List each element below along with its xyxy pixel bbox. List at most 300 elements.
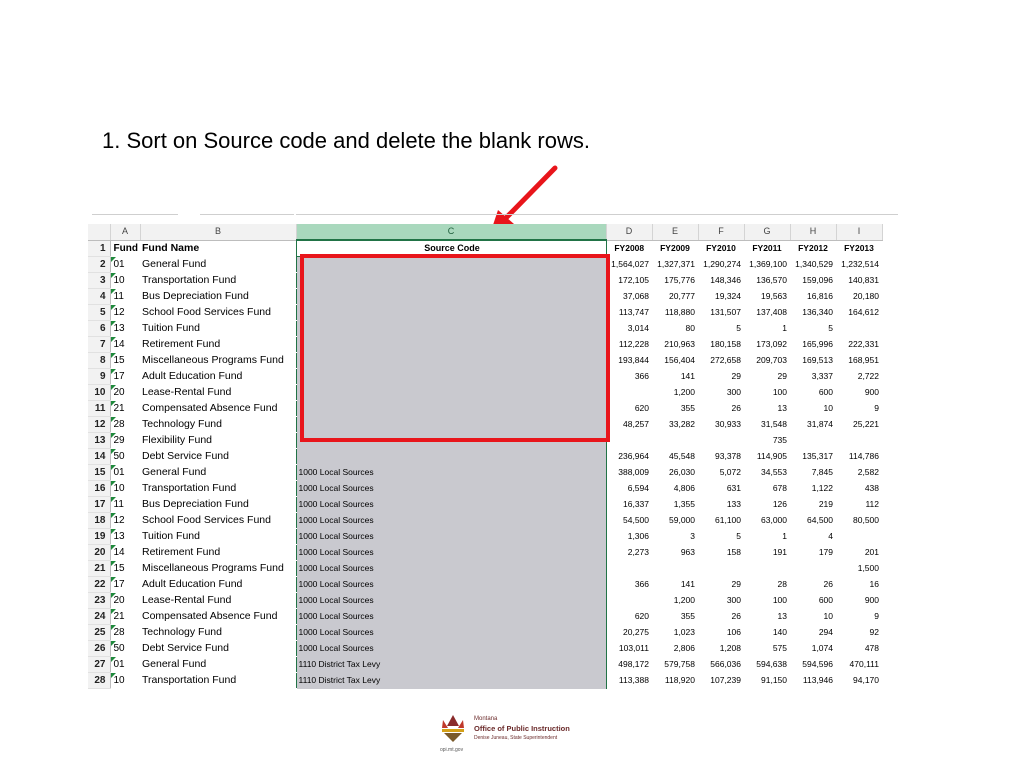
cell-value[interactable]: 118,920 — [652, 673, 698, 689]
cell-fund[interactable]: 13 — [110, 529, 140, 545]
cell-value[interactable]: 5,072 — [698, 465, 744, 481]
cell-value[interactable]: 33,282 — [652, 417, 698, 433]
cell-source-code[interactable]: 1000 Local Sources — [296, 609, 606, 625]
cell-value[interactable]: 29 — [698, 577, 744, 593]
cell-value[interactable]: 9 — [836, 609, 882, 625]
cell-value[interactable] — [836, 529, 882, 545]
select-all-corner[interactable] — [88, 224, 110, 240]
cell-fund-name[interactable]: School Food Services Fund — [140, 305, 296, 321]
row-number[interactable]: 21 — [88, 561, 110, 577]
cell-fund-name[interactable]: Bus Depreciation Fund — [140, 289, 296, 305]
cell-value[interactable]: 172,105 — [606, 273, 652, 289]
cell-value[interactable]: 19,324 — [698, 289, 744, 305]
cell-value[interactable]: 579,758 — [652, 657, 698, 673]
cell-value[interactable]: 1,340,529 — [790, 257, 836, 273]
cell-value[interactable] — [698, 433, 744, 449]
header-fund-name[interactable]: Fund Name — [142, 242, 200, 254]
cell-value[interactable]: 600 — [790, 593, 836, 609]
cell-value[interactable]: 118,880 — [652, 305, 698, 321]
cell-value[interactable] — [606, 593, 652, 609]
cell-value[interactable]: 438 — [836, 481, 882, 497]
cell-source-code[interactable] — [296, 353, 606, 369]
cell-fund-name[interactable]: Bus Depreciation Fund — [140, 497, 296, 513]
cell-value[interactable]: 1,200 — [652, 593, 698, 609]
cell-source-code[interactable]: 1110 District Tax Levy — [296, 657, 606, 673]
cell-value[interactable]: 388,009 — [606, 465, 652, 481]
cell-value[interactable]: 45,548 — [652, 449, 698, 465]
table-row — [88, 545, 882, 561]
cell-value[interactable]: 3,014 — [606, 321, 652, 337]
header-year[interactable]: FY2010 — [706, 243, 736, 253]
cell-fund[interactable]: 28 — [110, 625, 140, 641]
cell-source-code[interactable] — [296, 321, 606, 337]
row-number[interactable]: 17 — [88, 497, 110, 513]
cell-value[interactable]: 272,658 — [698, 353, 744, 369]
cell-fund-name[interactable]: Miscellaneous Programs Fund — [140, 353, 296, 369]
row-number[interactable]: 20 — [88, 545, 110, 561]
cell-value[interactable]: 201 — [836, 545, 882, 561]
cell-value[interactable]: 113,388 — [606, 673, 652, 689]
cell-value[interactable]: 107,239 — [698, 673, 744, 689]
cell-value[interactable]: 61,100 — [698, 513, 744, 529]
cell-value[interactable]: 100 — [744, 593, 790, 609]
cell-value[interactable]: 26 — [698, 401, 744, 417]
cell-value[interactable]: 735 — [744, 433, 790, 449]
cell-fund[interactable]: 20 — [110, 385, 140, 401]
cell-value[interactable]: 900 — [836, 593, 882, 609]
cell-value[interactable]: 140 — [744, 625, 790, 641]
cell-fund-name[interactable]: General Fund — [140, 657, 296, 673]
cell-value[interactable]: 31,548 — [744, 417, 790, 433]
cell-value[interactable]: 1,290,274 — [698, 257, 744, 273]
column-header-d[interactable]: D — [606, 224, 652, 240]
cell-value[interactable]: 594,596 — [790, 657, 836, 673]
cell-value[interactable]: 34,553 — [744, 465, 790, 481]
cell-value[interactable]: 20,180 — [836, 289, 882, 305]
cell-fund-name[interactable]: Debt Service Fund — [140, 449, 296, 465]
cell-value[interactable]: 5 — [698, 321, 744, 337]
cell-fund[interactable]: 11 — [110, 497, 140, 513]
row-number[interactable]: 8 — [88, 353, 110, 369]
row-number[interactable]: 2 — [88, 257, 110, 273]
row-number[interactable]: 16 — [88, 481, 110, 497]
cell-value[interactable]: 2,273 — [606, 545, 652, 561]
cell-value[interactable] — [606, 433, 652, 449]
cell-value[interactable]: 106 — [698, 625, 744, 641]
cell-value[interactable]: 566,036 — [698, 657, 744, 673]
cell-fund-name[interactable]: Flexibility Fund — [140, 433, 296, 449]
cell-value[interactable]: 191 — [744, 545, 790, 561]
cell-source-code[interactable] — [296, 257, 606, 273]
cell-value[interactable]: 1,500 — [836, 561, 882, 577]
cell-value[interactable]: 100 — [744, 385, 790, 401]
cell-value[interactable]: 54,500 — [606, 513, 652, 529]
cell-value[interactable]: 175,776 — [652, 273, 698, 289]
cell-value[interactable]: 59,000 — [652, 513, 698, 529]
table-row — [88, 577, 882, 593]
cell-fund-name[interactable]: School Food Services Fund — [140, 513, 296, 529]
cell-value[interactable]: 470,111 — [836, 657, 882, 673]
row-number[interactable]: 7 — [88, 337, 110, 353]
cell-value[interactable] — [836, 433, 882, 449]
cell-value[interactable]: 300 — [698, 385, 744, 401]
cell-value[interactable]: 7,845 — [790, 465, 836, 481]
cell-value[interactable]: 10 — [790, 401, 836, 417]
cell-fund-name[interactable]: Adult Education Fund — [140, 369, 296, 385]
row-number[interactable]: 3 — [88, 273, 110, 289]
cell-fund-name[interactable]: Lease-Rental Fund — [140, 385, 296, 401]
cell-value[interactable]: 159,096 — [790, 273, 836, 289]
cell-value[interactable]: 137,408 — [744, 305, 790, 321]
cell-source-code[interactable] — [296, 449, 606, 465]
column-header-f[interactable]: F — [698, 224, 744, 240]
cell-value[interactable]: 355 — [652, 401, 698, 417]
cell-value[interactable]: 37,068 — [606, 289, 652, 305]
cell-value[interactable]: 2,806 — [652, 641, 698, 657]
row-number[interactable]: 23 — [88, 593, 110, 609]
header-year[interactable]: FY2012 — [798, 243, 828, 253]
row-number[interactable]: 10 — [88, 385, 110, 401]
cell-value[interactable]: 94,170 — [836, 673, 882, 689]
row-number[interactable]: 4 — [88, 289, 110, 305]
cell-source-code[interactable] — [296, 401, 606, 417]
cell-value[interactable]: 31,874 — [790, 417, 836, 433]
cell-value[interactable]: 165,996 — [790, 337, 836, 353]
cell-value[interactable]: 1,122 — [790, 481, 836, 497]
cell-source-code[interactable] — [296, 273, 606, 289]
cell-value[interactable]: 355 — [652, 609, 698, 625]
cell-value[interactable]: 9 — [836, 401, 882, 417]
cell-source-code[interactable]: 1000 Local Sources — [296, 625, 606, 641]
column-header-h[interactable]: H — [790, 224, 836, 240]
cell-value[interactable]: 136,570 — [744, 273, 790, 289]
row-number[interactable]: 25 — [88, 625, 110, 641]
cell-source-code[interactable]: 1110 District Tax Levy — [296, 673, 606, 689]
cell-value[interactable]: 48,257 — [606, 417, 652, 433]
cell-fund-name[interactable]: Transportation Fund — [140, 273, 296, 289]
cell-value[interactable]: 1,200 — [652, 385, 698, 401]
cell-value[interactable]: 20,275 — [606, 625, 652, 641]
cell-value[interactable]: 1,208 — [698, 641, 744, 657]
cell-value[interactable]: 5 — [698, 529, 744, 545]
cell-fund-name[interactable]: Tuition Fund — [140, 321, 296, 337]
cell-fund-name[interactable]: Tuition Fund — [140, 529, 296, 545]
cell-value[interactable]: 16,337 — [606, 497, 652, 513]
cell-fund-name[interactable]: Compensated Absence Fund — [140, 401, 296, 417]
cell-fund-name[interactable]: Transportation Fund — [140, 481, 296, 497]
cell-value[interactable]: 113,946 — [790, 673, 836, 689]
cell-fund[interactable]: 12 — [110, 305, 140, 321]
cell-fund[interactable]: 28 — [110, 417, 140, 433]
cell-fund[interactable]: 29 — [110, 433, 140, 449]
cell-source-code[interactable]: 1000 Local Sources — [296, 465, 606, 481]
cell-value[interactable]: 294 — [790, 625, 836, 641]
row-number[interactable]: 12 — [88, 417, 110, 433]
row-number[interactable]: 15 — [88, 465, 110, 481]
row-number[interactable]: 13 — [88, 433, 110, 449]
cell-fund[interactable]: 20 — [110, 593, 140, 609]
cell-value[interactable]: 620 — [606, 609, 652, 625]
cell-fund[interactable]: 10 — [110, 673, 140, 689]
table-row — [88, 433, 882, 449]
cell-value[interactable]: 141 — [652, 369, 698, 385]
cell-value[interactable]: 168,951 — [836, 353, 882, 369]
cell-fund-name[interactable]: Compensated Absence Fund — [140, 609, 296, 625]
row-number[interactable]: 27 — [88, 657, 110, 673]
cell-value[interactable] — [698, 561, 744, 577]
cell-value[interactable]: 16,816 — [790, 289, 836, 305]
cell-value[interactable]: 1,327,371 — [652, 257, 698, 273]
cell-source-code[interactable] — [296, 289, 606, 305]
table-row — [88, 305, 882, 321]
row-number[interactable]: 9 — [88, 369, 110, 385]
cell-value[interactable]: 963 — [652, 545, 698, 561]
row-number[interactable]: 6 — [88, 321, 110, 337]
cell-fund[interactable]: 12 — [110, 513, 140, 529]
cell-fund-name[interactable]: Technology Fund — [140, 625, 296, 641]
toolbar-divider — [296, 214, 898, 215]
cell-source-code[interactable]: 1000 Local Sources — [296, 545, 606, 561]
cell-value[interactable]: 113,747 — [606, 305, 652, 321]
cell-value[interactable]: 136,340 — [790, 305, 836, 321]
cell-fund[interactable]: 50 — [110, 449, 140, 465]
cell-source-code[interactable] — [296, 337, 606, 353]
cell-value[interactable]: 158 — [698, 545, 744, 561]
cell-value[interactable]: 222,331 — [836, 337, 882, 353]
cell-value[interactable]: 112 — [836, 497, 882, 513]
cell-value[interactable]: 16 — [836, 577, 882, 593]
cell-value[interactable]: 131,507 — [698, 305, 744, 321]
cell-fund[interactable]: 15 — [110, 561, 140, 577]
table-row — [88, 337, 882, 353]
cell-fund-name[interactable]: Technology Fund — [140, 417, 296, 433]
cell-fund-name[interactable]: Retirement Fund — [140, 545, 296, 561]
cell-fund-name[interactable]: Retirement Fund — [140, 337, 296, 353]
cell-value[interactable]: 209,703 — [744, 353, 790, 369]
cell-source-code[interactable] — [296, 385, 606, 401]
cell-value[interactable]: 13 — [744, 401, 790, 417]
cell-value[interactable]: 112,228 — [606, 337, 652, 353]
cell-value[interactable]: 1,306 — [606, 529, 652, 545]
cell-value[interactable]: 678 — [744, 481, 790, 497]
cell-value[interactable]: 4 — [790, 529, 836, 545]
cell-value[interactable]: 5 — [790, 321, 836, 337]
cell-value[interactable] — [790, 561, 836, 577]
cell-fund[interactable]: 01 — [110, 657, 140, 673]
cell-value[interactable]: 80 — [652, 321, 698, 337]
cell-value[interactable]: 2,582 — [836, 465, 882, 481]
row-number[interactable]: 11 — [88, 401, 110, 417]
cell-fund[interactable]: 21 — [110, 401, 140, 417]
cell-value[interactable]: 140,831 — [836, 273, 882, 289]
cell-fund[interactable]: 50 — [110, 641, 140, 657]
cell-fund-name[interactable]: Miscellaneous Programs Fund — [140, 561, 296, 577]
cell-source-code[interactable]: 1000 Local Sources — [296, 577, 606, 593]
cell-fund[interactable]: 13 — [110, 321, 140, 337]
cell-value[interactable]: 575 — [744, 641, 790, 657]
cell-source-code[interactable]: 1000 Local Sources — [296, 641, 606, 657]
cell-value[interactable]: 29 — [744, 369, 790, 385]
cell-value[interactable]: 3 — [652, 529, 698, 545]
spreadsheet-grid[interactable] — [88, 224, 883, 689]
row-number[interactable]: 19 — [88, 529, 110, 545]
cell-value[interactable]: 164,612 — [836, 305, 882, 321]
row-number[interactable]: 18 — [88, 513, 110, 529]
cell-value[interactable]: 114,786 — [836, 449, 882, 465]
cell-value[interactable]: 1 — [744, 321, 790, 337]
cell-fund[interactable]: 10 — [110, 481, 140, 497]
column-header-b[interactable]: B — [140, 224, 296, 240]
cell-value[interactable] — [836, 321, 882, 337]
cell-source-code[interactable]: 1000 Local Sources — [296, 561, 606, 577]
cell-value[interactable]: 236,964 — [606, 449, 652, 465]
cell-value[interactable]: 93,378 — [698, 449, 744, 465]
header-source-code[interactable]: Source Code — [296, 240, 606, 257]
cell-value[interactable]: 169,513 — [790, 353, 836, 369]
cell-value[interactable]: 156,404 — [652, 353, 698, 369]
cell-value[interactable]: 133 — [698, 497, 744, 513]
cell-value[interactable] — [652, 561, 698, 577]
cell-fund[interactable]: 21 — [110, 609, 140, 625]
cell-value[interactable]: 64,500 — [790, 513, 836, 529]
cell-value[interactable]: 20,777 — [652, 289, 698, 305]
cell-value[interactable]: 80,500 — [836, 513, 882, 529]
cell-value[interactable]: 498,172 — [606, 657, 652, 673]
cell-value[interactable] — [790, 433, 836, 449]
cell-value[interactable]: 30,933 — [698, 417, 744, 433]
column-header-a[interactable]: A — [110, 224, 140, 240]
cell-value[interactable]: 631 — [698, 481, 744, 497]
cell-value[interactable]: 26,030 — [652, 465, 698, 481]
cell-fund[interactable]: 17 — [110, 577, 140, 593]
cell-value[interactable]: 2,722 — [836, 369, 882, 385]
cell-value[interactable]: 26 — [790, 577, 836, 593]
row-number[interactable]: 28 — [88, 673, 110, 689]
cell-value[interactable]: 1 — [744, 529, 790, 545]
cell-fund[interactable]: 14 — [110, 545, 140, 561]
cell-value[interactable] — [606, 385, 652, 401]
row-number[interactable]: 24 — [88, 609, 110, 625]
cell-value[interactable]: 1,232,514 — [836, 257, 882, 273]
table-row — [88, 657, 882, 673]
cell-value[interactable]: 1,074 — [790, 641, 836, 657]
header-fund[interactable]: Fund — [113, 243, 138, 254]
cell-value[interactable]: 193,844 — [606, 353, 652, 369]
cell-value[interactable]: 141 — [652, 577, 698, 593]
cell-value[interactable]: 3,337 — [790, 369, 836, 385]
cell-fund[interactable]: 14 — [110, 337, 140, 353]
cell-value[interactable]: 620 — [606, 401, 652, 417]
cell-value[interactable]: 1,355 — [652, 497, 698, 513]
row-number[interactable]: 1 — [88, 240, 110, 257]
cell-value[interactable]: 92 — [836, 625, 882, 641]
cell-value[interactable]: 478 — [836, 641, 882, 657]
cell-fund[interactable]: 15 — [110, 353, 140, 369]
row-number[interactable]: 14 — [88, 449, 110, 465]
cell-value[interactable]: 180,158 — [698, 337, 744, 353]
cell-fund-name[interactable]: General Fund — [140, 465, 296, 481]
cell-value[interactable] — [744, 561, 790, 577]
row-number[interactable]: 26 — [88, 641, 110, 657]
header-year[interactable]: FY2009 — [660, 243, 690, 253]
cell-fund[interactable]: 11 — [110, 289, 140, 305]
cell-source-code[interactable]: 1000 Local Sources — [296, 529, 606, 545]
table-row — [88, 513, 882, 529]
cell-source-code[interactable] — [296, 433, 606, 449]
header-year[interactable]: FY2011 — [752, 243, 782, 253]
cell-value[interactable]: 600 — [790, 385, 836, 401]
cell-value[interactable]: 1,369,100 — [744, 257, 790, 273]
cell-value[interactable]: 103,011 — [606, 641, 652, 657]
cell-value[interactable]: 26 — [698, 609, 744, 625]
cell-value[interactable]: 13 — [744, 609, 790, 625]
cell-source-code[interactable] — [296, 305, 606, 321]
cell-fund[interactable]: 01 — [110, 465, 140, 481]
cell-fund[interactable]: 10 — [110, 273, 140, 289]
cell-value[interactable] — [652, 433, 698, 449]
cell-value[interactable]: 135,317 — [790, 449, 836, 465]
cell-value[interactable]: 1,564,027 — [606, 257, 652, 273]
cell-source-code[interactable] — [296, 417, 606, 433]
cell-value[interactable]: 29 — [698, 369, 744, 385]
cell-value[interactable]: 63,000 — [744, 513, 790, 529]
table-row — [88, 497, 882, 513]
cell-value[interactable]: 4,806 — [652, 481, 698, 497]
cell-value[interactable]: 173,092 — [744, 337, 790, 353]
cell-value[interactable]: 28 — [744, 577, 790, 593]
cell-value[interactable]: 366 — [606, 369, 652, 385]
cell-fund-name[interactable]: Debt Service Fund — [140, 641, 296, 657]
cell-source-code[interactable]: 1000 Local Sources — [296, 513, 606, 529]
cell-value[interactable]: 114,905 — [744, 449, 790, 465]
cell-fund[interactable]: 17 — [110, 369, 140, 385]
column-header-e[interactable]: E — [652, 224, 698, 240]
cell-fund[interactable]: 01 — [110, 257, 140, 273]
cell-source-code[interactable]: 1000 Local Sources — [296, 593, 606, 609]
cell-source-code[interactable]: 1000 Local Sources — [296, 497, 606, 513]
cell-value[interactable]: 6,594 — [606, 481, 652, 497]
cell-value[interactable]: 300 — [698, 593, 744, 609]
cell-value[interactable]: 179 — [790, 545, 836, 561]
cell-source-code[interactable] — [296, 369, 606, 385]
cell-value[interactable]: 594,638 — [744, 657, 790, 673]
cell-fund-name[interactable]: Adult Education Fund — [140, 577, 296, 593]
cell-value[interactable]: 126 — [744, 497, 790, 513]
header-year[interactable]: FY2013 — [844, 243, 874, 253]
cell-value[interactable]: 148,346 — [698, 273, 744, 289]
row-number[interactable]: 22 — [88, 577, 110, 593]
cell-fund-name[interactable]: Transportation Fund — [140, 673, 296, 689]
column-header-c[interactable]: C — [296, 224, 606, 240]
cell-fund-name[interactable]: General Fund — [140, 257, 296, 273]
cell-fund-name[interactable]: Lease-Rental Fund — [140, 593, 296, 609]
cell-value[interactable]: 91,150 — [744, 673, 790, 689]
cell-value[interactable] — [606, 561, 652, 577]
row-number[interactable]: 5 — [88, 305, 110, 321]
cell-source-code[interactable]: 1000 Local Sources — [296, 481, 606, 497]
column-header-g[interactable]: G — [744, 224, 790, 240]
cell-value[interactable]: 19,563 — [744, 289, 790, 305]
cell-value[interactable]: 25,221 — [836, 417, 882, 433]
header-year[interactable]: FY2008 — [614, 243, 645, 253]
cell-value[interactable]: 210,963 — [652, 337, 698, 353]
column-header-i[interactable]: I — [836, 224, 882, 240]
cell-value[interactable]: 900 — [836, 385, 882, 401]
cell-value[interactable]: 366 — [606, 577, 652, 593]
cell-value[interactable]: 1,023 — [652, 625, 698, 641]
cell-value[interactable]: 219 — [790, 497, 836, 513]
cell-value[interactable]: 10 — [790, 609, 836, 625]
